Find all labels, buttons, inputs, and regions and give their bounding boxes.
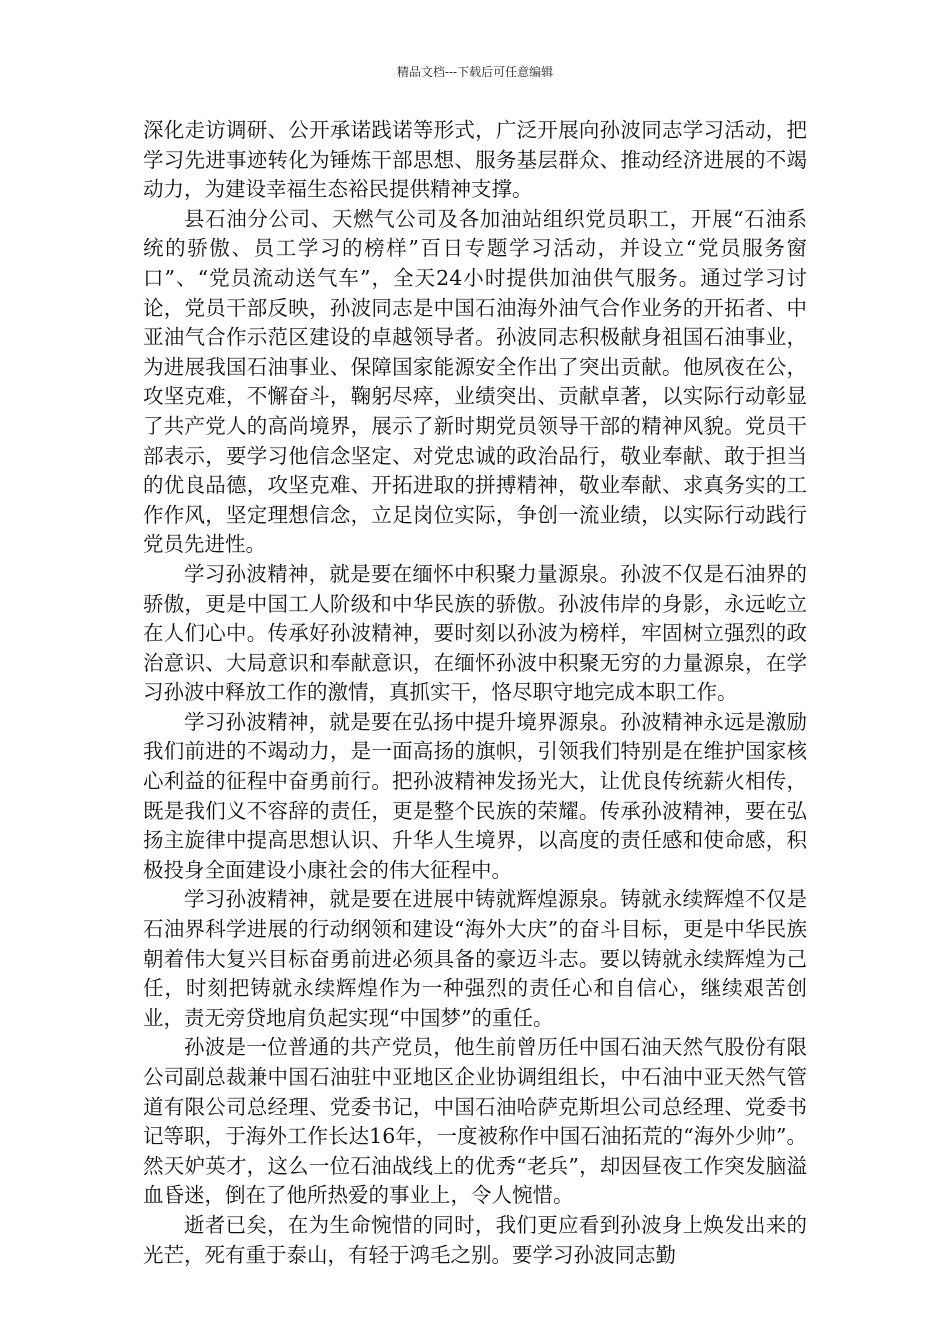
paragraph-3: 学习孙波精神，就是要在缅怀中积聚力量源泉。孙波不仅是石油界的骄傲，更是中国工人阶级和中华民族的骄傲。孙波伟岸的身影，永远屹立在人们心中。传承好孙波精神，要时刻以孙波为榜样，牢固树立强烈的政治意识、大局意识和奉献意识，在缅怀孙波中积聚无穷的力量源泉，在学习孙波中释放工作的激情，真抓实干，恪尽职守地完成本职工作。	[143, 561, 807, 705]
page-header: 精品文档---下载后可任意编辑	[396, 65, 554, 79]
paragraph-1: 深化走访调研、公开承诺践诺等形式，广泛开展向孙波同志学习活动，把学习先进事迹转化为锤炼干部思想、服务基层群众、推动经济进展的不竭动力，为建设幸福生态裕民提供精神支撑。	[143, 118, 807, 202]
paragraph-7: 逝者已矣，在为生命惋惜的同时，我们更应看到孙波身上焕发出来的光芒，死有重于泰山，有轻于鸿毛之别。要学习孙波同志勤	[143, 1212, 807, 1267]
paragraph-6: 孙波是一位普通的共产党员，他生前曾历任中国石油天然气股份有限公司副总裁兼中国石油驻中亚地区企业协调组组长，中石油中亚天然气管道有限公司总经理、党委书记，中国石油哈萨克斯坦公司总经理、党委书记等职，于海外工作长达16年，一度被称作中国石油拓荒的“海外少帅”。然天妒英才，这么一位石油战线上的优秀“老兵”，却因昼夜工作突发脑溢血昏迷，倒在了他所热爱的事业上，令人惋惜。	[143, 1035, 807, 1208]
paragraph-5: 学习孙波精神，就是要在进展中铸就辉煌源泉。铸就永续辉煌不仅是石油界科学进展的行动纲领和建设“海外大庆”的奋斗目标，更是中华民族朝着伟大复兴目标奋勇前进必须具备的豪迈斗志。要以铸就永续辉煌为己任，时刻把铸就永续辉煌作为一种强烈的责任心和自信心，继续艰苦创业，责无旁贷地肩负起实现“中国梦”的重任。	[143, 887, 807, 1030]
paragraph-2: 县石油分公司、天燃气公司及各加油站组织党员职工，开展“石油系统的骄傲、员工学习的榜样”百日专题学习活动，并设立“党员服务窗口”、“党员流动送气车”，全天24小时提供加油供气服务。通过学习讨论，党员干部反映，孙波同志是中国石油海外油气合作业务的开拓者、中亚油气合作示范区建设的卓越领导者。孙波同志积极献身祖国石油事业，为进展我国石油事业、保障国家能源安全作出了突出贡献。他夙夜在公，攻坚克难，不懈奋斗，鞠躬尽瘁，业绩突出、贡献卓著，以实际行动彰显了共产党人的高尚境界，展示了新时期党员领导干部的精神风貌。党员干部表示，要学习他信念坚定、对党忠诚的政治品行，敬业奉献、敢于担当的优良品德，攻坚克难、开拓进取的拼搏精神，敬业奉献、求真务实的工作作风，坚定理想信念，立足岗位实际，争创一流业绩，以实际行动践行党员先进性。	[143, 206, 807, 557]
paragraph-4: 学习孙波精神，就是要在弘扬中提升境界源泉。孙波精神永远是激励我们前进的不竭动力，是一面高扬的旗帜，引领我们特别是在维护国家核心利益的征程中奋勇前行。把孙波精神发扬光大，让优良传统薪火相传，既是我们义不容辞的责任，更是整个民族的荣耀。传承孙波精神，要在弘扬主旋律中提高思想认识、升华人生境界，以高度的责任感和使命感，积极投身全面建设小康社会的伟大征程中。	[143, 709, 807, 882]
document-body	[143, 116, 807, 1270]
